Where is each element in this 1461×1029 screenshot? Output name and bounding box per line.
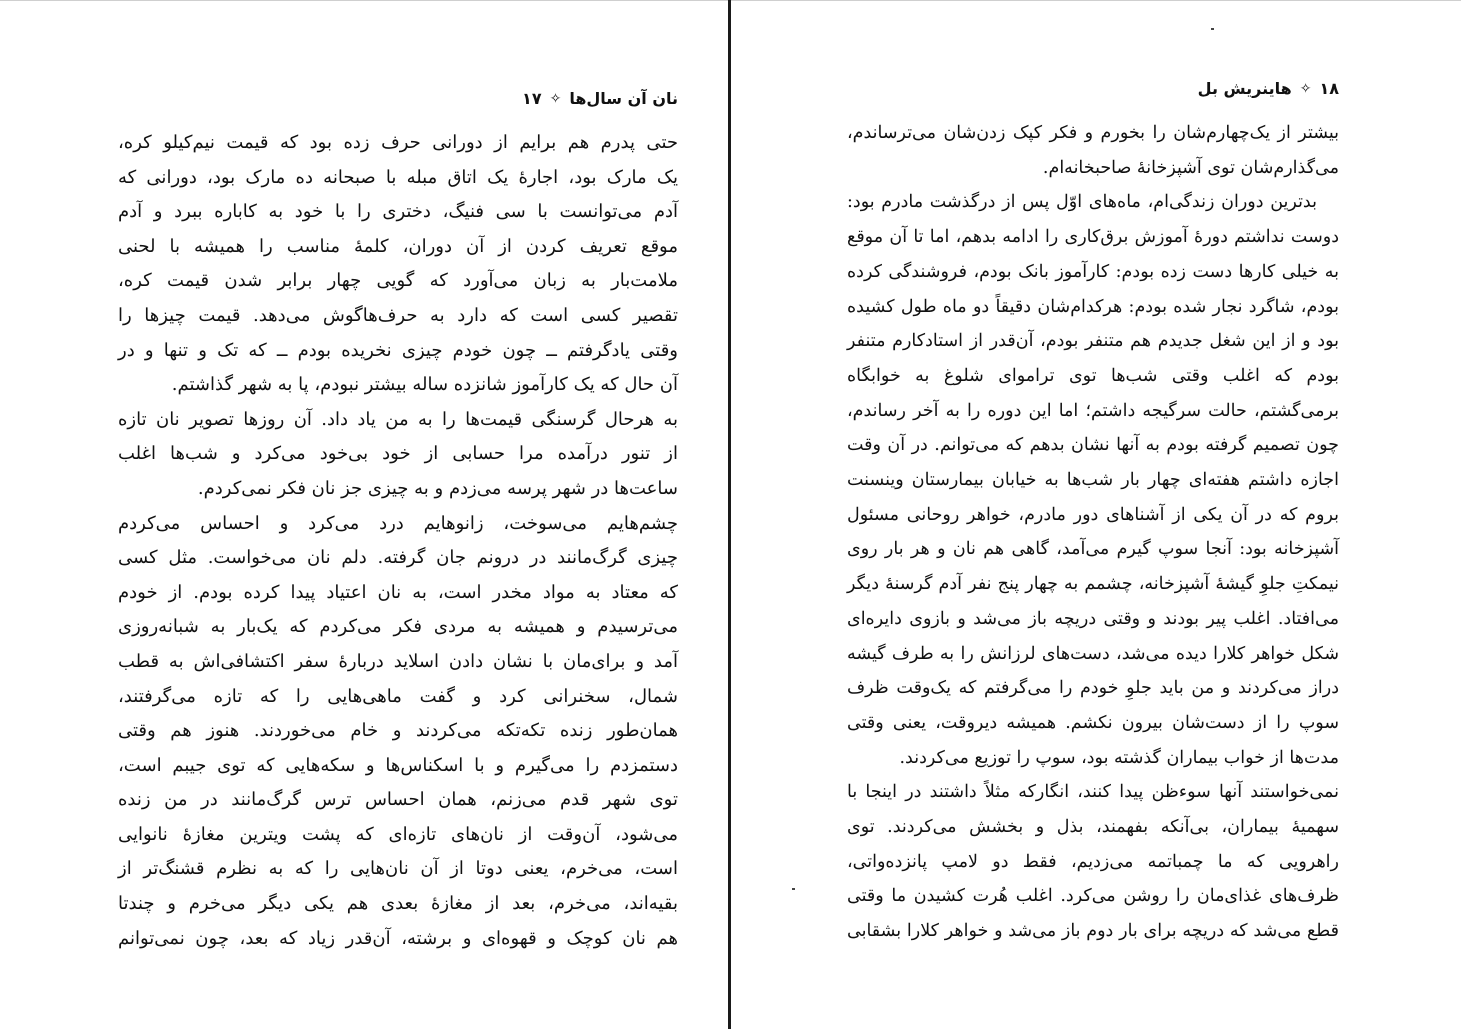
text-line: ظرف‌های غذای‌مان را روشن می‌کرد. اغلب هُرت کشیدن ما وقتی [847, 886, 1339, 907]
text-line: دراز می‌کردند و من باید جلوِ خودم را می‌گرفتم که یک‌وقت ظرف [847, 678, 1339, 699]
text-line: برمی‌گشتم، حالت سرگیجه داشتم؛ اما این دوره را به آخر رساندم، [847, 400, 1339, 421]
ornament-icon: ✧ [549, 91, 562, 107]
text-line: آدم می‌توانست با سی فنیگ، دختری را با خود به کاباره ببرد و آدم [118, 201, 678, 223]
text-line: بود و از این شغل جدیدم هم متنفر بودم، آن‌قدر از استادکارم متنفر [847, 331, 1339, 352]
text-line: توی شهر قدم می‌زنم، همان احساس ترس گرگ‌مانند در من زنده [118, 789, 678, 811]
text-line: بروم که در آن یکی از آشناهای دور مادرم، خواهر روحانی مسئول [847, 504, 1339, 525]
text-line: بدترین دوران زندگی‌ام، ماه‌های اوّل پس از درگذشت مادرم بود: [847, 192, 1317, 213]
text-line: به هرحال گرسنگی قیمت‌ها را به من یاد داد. آن روزها تصویر نان تازه [118, 408, 678, 430]
left-page-number: ۱۷ [522, 89, 542, 108]
right-body-text [847, 116, 1339, 949]
text-line: نمی‌خواستند آنها سوءظن پیدا کنند، انگارکه مثلاً داشتند در اینجا با [847, 782, 1339, 803]
text-line: از تنور درآمده مرا حسابی از خود بی‌خود می‌کرد و شب‌ها اغلب [118, 443, 678, 465]
text-line: آن حال که یک کارآموز شانزده ساله بیشتر نبودم، پا به شهر گذاشتم. [171, 374, 678, 396]
text-line: سوپ را از دست‌شان بیرون نکشم. همیشه دیروقت، یعنی وقتی [847, 712, 1339, 733]
right-page [847, 74, 1339, 949]
text-line: نیمکتِ جلوِ گیشهٔ آشپزخانه، چشمم به چهار پنج نفر آدم گرسنهٔ دیگر [847, 574, 1339, 595]
book-gutter [728, 0, 731, 1029]
text-line: سهمیهٔ بیماران، بی‌آنکه بفهمند، بذل و بخشش می‌کردند. توی [847, 817, 1339, 838]
text-line: چیزی گرگ‌مانند در درونم جان گرفته. دلم نان می‌خواست. مثل کسی [118, 547, 678, 569]
left-page [118, 84, 678, 956]
text-line: آمد و برای‌مان با نشان دادن اسلاید دربارهٔ سفر اکتشافی‌اش به قطب [118, 650, 678, 672]
ornament-icon: ✧ [1299, 81, 1312, 97]
text-line: می‌افتاد. اغلب پیر بودند و وقتی دریچه باز می‌شد و بازوی دایره‌ای [847, 608, 1339, 629]
text-line: بقیه‌اند، می‌خرم، بعد از مغازهٔ بعدی هم یکی دیگر می‌خرم و چندتا [118, 893, 678, 915]
text-line: شمال، سخنرانی کرد و گفت ماهی‌هایی را که تازه می‌گرفتند، [118, 685, 678, 707]
text-line: حتی پدرم هم برایم از دورانی حرف زده بود که قیمت نیم‌کیلو کره، [118, 132, 678, 153]
right-running-head-title: هاینریش بل [1197, 79, 1292, 98]
text-line: چون تصمیم گرفته بودم به آنها نشان بدهم که می‌توانم. در آن وقت [847, 435, 1339, 456]
text-line: هم نان کوچک و قهوه‌ای و برشته، آن‌قدر زیاد که بعد، چون نمی‌توانم [118, 927, 678, 949]
left-body-text [118, 126, 678, 956]
right-running-head [847, 74, 1339, 104]
text-line: چشم‌هایم می‌سوخت، زانوهایم درد می‌کرد و احساس می‌کردم [118, 512, 678, 534]
text-line: آشپزخانه بود: آنجا سوپ گیرم می‌آمد، گاهی هم نان و هر بار روی [847, 539, 1339, 560]
text-line: وقتی یادگرفتم ــ چون خودم چیزی نخریده بودم ــ که تک و تنها و در [118, 339, 678, 361]
text-line: قطع می‌شد که دریچه برای بار دوم باز می‌شد و خواهر کلارا بشقابی [847, 921, 1339, 942]
text-line: به خیلی کارها دست زده بودم: کارآموز بانک بودم، فروشندگی کرده [847, 261, 1339, 282]
text-line: همان‌طور زنده تکه‌تکه می‌کردند و خام می‌خوردند. هنوز هم وقتی [118, 720, 678, 742]
text-line: می‌شود، آن‌وقت از نان‌های تازه‌ای که پشت ویترین مغازهٔ نانوایی [118, 823, 678, 845]
text-line: است، می‌خرم، یعنی دوتا از آن نان‌هایی را که به نظرم قشنگ‌تر از [118, 858, 678, 880]
scan-speck [1211, 28, 1214, 30]
text-line: اجازه داشتم هفته‌ای چهار بار شب‌ها به خیابان بیمارستان وینسنت [847, 470, 1339, 491]
text-line: بودم، شاگرد نجار شده بودم: هرکدام‌شان دقیقاً دو ماه طول کشیده [847, 296, 1339, 317]
right-page-number: ۱۸ [1319, 79, 1339, 98]
text-line: مدت‌ها از خواب بیماران گذشته بود، سوپ را توزیع می‌کردند. [899, 747, 1339, 768]
text-line: بودم که اغلب وقتی شب‌ها توی تراموای شلوغ به خوابگاه [847, 365, 1339, 386]
text-line: یک مارک بود، اجارهٔ یک اتاق مبله با صبحانه ده مارک بود، دورانی که [118, 166, 678, 188]
left-running-head [118, 84, 678, 114]
text-line: ملامت‌بار به زبان می‌آورد که گویی چهار برابر شدن قیمت کره، [118, 270, 678, 292]
text-line: بیشتر از یک‌چهارم‌شان را بخورم و فکر کپک زدن‌شان می‌ترساندم، [847, 123, 1339, 143]
text-line: دستمزدم را می‌گیرم و با اسکناس‌ها و سکه‌هایی که توی جیبم است، [118, 754, 678, 776]
text-line: شکل خواهر کلارا دیده می‌شد، دست‌های لرزانش را به طرف گیشه [847, 643, 1339, 664]
text-line: راهرویی که ما چمباتمه می‌زدیم، فقط دو لامپ پانزده‌واتی، [847, 851, 1339, 872]
text-line: دوست نداشتم دورهٔ آموزش برق‌کاری را ادامه بدهم، اما تا آن موقع [847, 227, 1339, 248]
text-line: ساعت‌ها در شهر پرسه می‌زدم و به چیزی جز نان فکر نمی‌کردم. [197, 477, 678, 499]
text-line: می‌گذارم‌شان توی آشپزخانهٔ صاحبخانه‌ام. [1042, 157, 1339, 178]
text-line: که معتاد به مواد مخدر است، به نان اعتیاد پیدا کرده بودم. از خودم [118, 581, 678, 603]
text-line: تقصیر کسی است که دارد به حرف‌هاگوش می‌دهد. قیمت چیزها را [118, 304, 678, 326]
text-line: موقع تعریف کردن از آن دوران، کلمهٔ مناسب را همیشه با لحنی [118, 235, 678, 257]
text-line: می‌ترسیدم و همیشه به مردی فکر می‌کردم که یک‌بار به شبانه‌روزی [118, 616, 678, 638]
left-running-head-title: نان آن سال‌ها [569, 89, 678, 108]
scan-speck [792, 888, 795, 890]
